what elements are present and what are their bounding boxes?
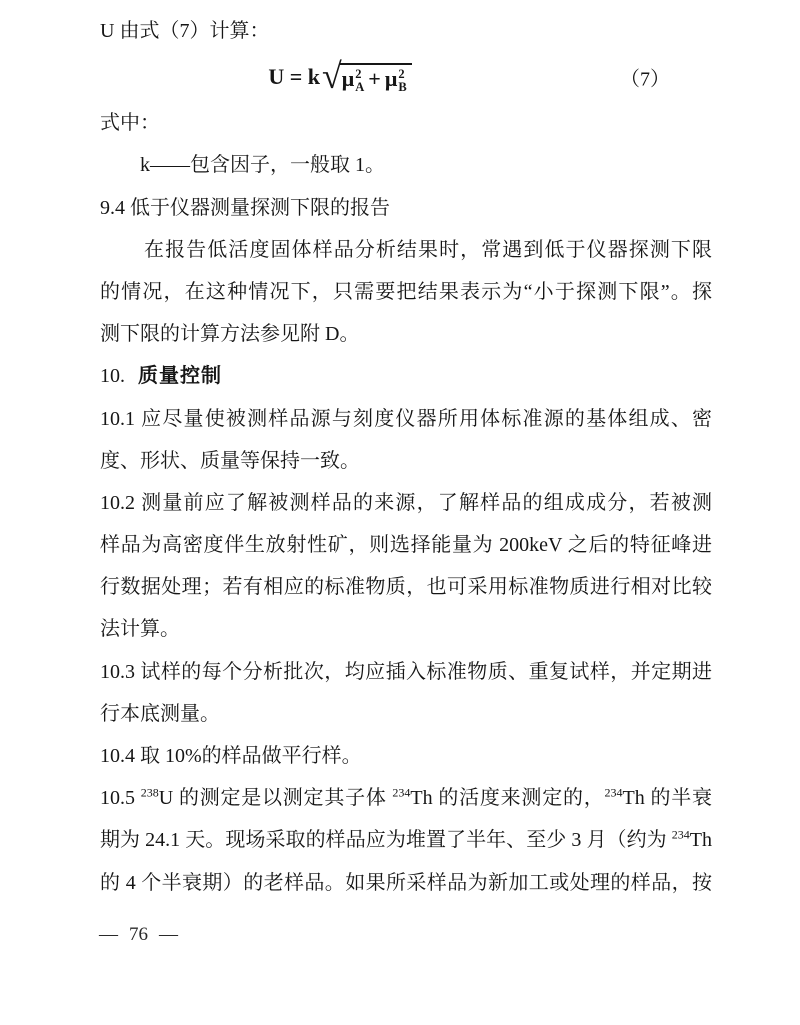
bold-text-run: 质量控制 — [138, 365, 222, 388]
mu-a-superscript: 2 — [355, 67, 362, 82]
mu-b-symbol: μ — [384, 65, 398, 91]
section-10-heading — [100, 355, 712, 397]
equation-number: （7） — [620, 68, 670, 91]
para-10-2-line-4 — [100, 608, 712, 650]
text-run: 的 4 个半衰期）的老样品。如果所采样品为新加工或处理的样品，按 — [100, 871, 712, 894]
page-footer — [99, 924, 178, 946]
text-run: 度、形状、质量等保持一致。 — [100, 449, 360, 472]
isotope-superscript: 234 — [392, 785, 411, 800]
text-run: 10.5 — [100, 787, 141, 810]
text-run: 行数据处理；若有相应的标准物质，也可采用标准物质进行相对比较 — [100, 576, 712, 599]
equation-7-row — [100, 52, 712, 102]
text-run: 测下限的计算方法参见附 D。 — [100, 323, 360, 346]
text-run: 9.4 低于仪器测量探测下限的报告 — [100, 196, 390, 219]
text-run: 行本底测量。 — [100, 702, 220, 725]
text-run: 10.4 取 10%的样品做平行样。 — [100, 745, 362, 767]
para-10-5-line-1 — [100, 777, 712, 819]
para-10-4-line-1 — [100, 735, 712, 777]
text-run: U 由式（7）计算： — [100, 20, 270, 42]
text-run: 法计算。 — [100, 618, 180, 641]
mu-a-subscript: A — [355, 79, 365, 94]
isotope-superscript: 234 — [671, 827, 690, 842]
formula-lhs: U = k — [268, 64, 320, 90]
mu-a-scripts — [355, 68, 364, 93]
text-run: 10.3 试样的每个分析批次，均应插入标准物质、重复试样，并定期进 — [100, 660, 712, 683]
text-run: Th 的活度来测定的， — [410, 787, 605, 810]
plus-sign: + — [368, 65, 381, 91]
text-run: 10.2 测量前应了解被测样品的来源，了解样品的组成成分，若被测 — [100, 491, 712, 514]
calc-intro-line — [100, 10, 712, 52]
document-body — [100, 10, 712, 904]
para-10-1-line-1 — [100, 398, 712, 440]
text-run: k——包含因子，一般取 1。 — [140, 154, 385, 177]
radical-sign: √ — [322, 56, 342, 97]
para-10-2-line-1 — [100, 482, 712, 524]
para-9-4-line-3 — [100, 313, 712, 355]
text-run: Th 的半衰 — [622, 787, 712, 810]
k-definition-line — [100, 144, 712, 186]
mu-a-symbol: μ — [341, 65, 355, 91]
text-run: 样品为高密度伴生放射性矿，则选择能量为 200keV 之后的特征峰进 — [100, 534, 712, 557]
text-run: 在报告低活度固体样品分析结果时，常遇到低于仪器探测下限 — [144, 238, 712, 261]
mu-b-superscript: 2 — [398, 67, 405, 82]
mu-b-subscript: B — [398, 79, 407, 94]
para-10-3-line-2 — [100, 693, 712, 735]
radicand — [339, 63, 412, 92]
text-run: 式中： — [100, 112, 160, 135]
footer-dash-right: — — [159, 924, 178, 945]
para-9-4-line-1 — [100, 229, 712, 271]
text-run: 10.1 应尽量使被测样品源与刻度仪器所用体标准源的基体组成、密 — [100, 407, 712, 430]
para-10-5-line-2 — [100, 819, 712, 861]
text-run: Th — [689, 829, 712, 852]
text-run: U 的测定是以测定其子体 — [158, 787, 393, 810]
footer-dash-left: — — [99, 924, 118, 945]
para-10-3-line-1 — [100, 651, 712, 693]
para-10-2-line-3 — [100, 566, 712, 608]
para-9-4-line-2 — [100, 271, 712, 313]
text-run: 的情况，在这种情况下，只需要把结果表示为“小于探测下限”。探 — [100, 280, 712, 303]
page-number: 76 — [129, 924, 148, 945]
section-9-4-heading — [100, 187, 712, 229]
para-10-5-line-3 — [100, 862, 712, 904]
isotope-superscript: 234 — [604, 785, 623, 800]
para-10-1-line-2 — [100, 440, 712, 482]
text-run: 期为 24.1 天。现场采取的样品应为堆置了半年、至少 3 月（约为 — [100, 829, 672, 852]
isotope-superscript: 238 — [140, 785, 159, 800]
equation-7 — [268, 56, 411, 98]
para-10-2-line-2 — [100, 524, 712, 566]
mu-b-scripts — [398, 68, 406, 93]
where-label-line — [100, 102, 712, 144]
text-run: 10. — [100, 365, 125, 388]
